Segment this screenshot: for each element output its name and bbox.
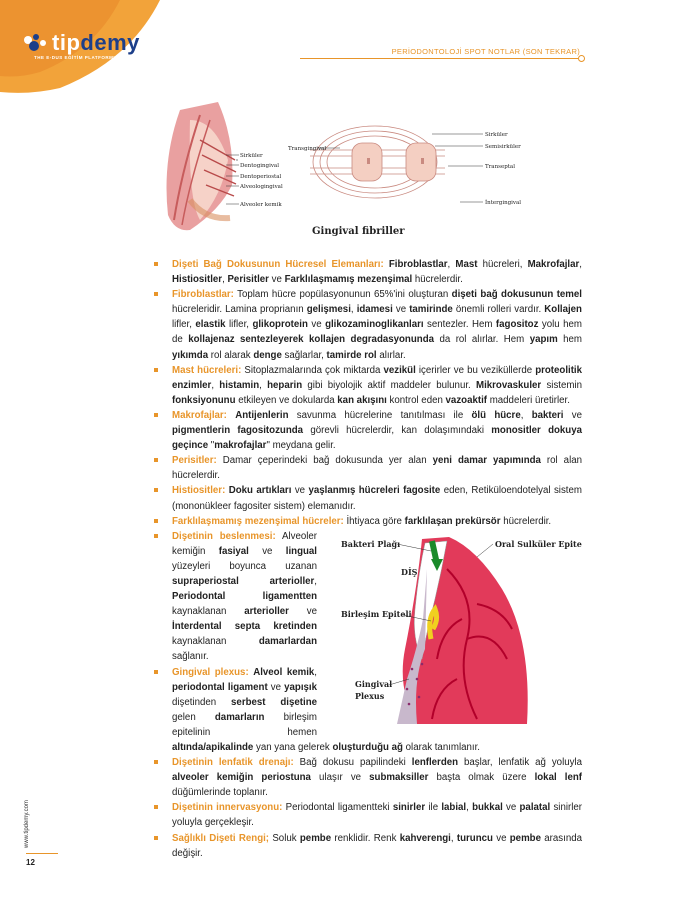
notes-list	[150, 257, 582, 861]
left-label-2: Dentoperiostal	[240, 174, 282, 180]
header-divider	[300, 58, 578, 59]
list-item: Farklılaşmamış mezenşimal hücreler: İhtiyaca göre farklılaşan prekürsör hücrelerdir.	[150, 514, 582, 529]
right-label-3: İntergingival	[485, 200, 522, 206]
logo-text-tip: tip	[52, 30, 81, 55]
brand-logo	[22, 30, 140, 56]
side-label-2: DİŞ	[401, 566, 418, 577]
left-label-4: Alveoler kemik	[240, 202, 282, 208]
side-label-3: Birleşim Epiteli	[341, 608, 412, 619]
logo-dots-icon	[22, 32, 48, 54]
list-item: Sağlıklı Dişeti Rengi; Soluk pembe renklidir. Renk kahverengi, turuncu ve pembe arasında değişir.	[150, 831, 582, 861]
page-number-divider	[26, 853, 58, 854]
list-item: Makrofajlar: Antijenlerin savunma hücrelerine tanıtılması ile ölü hücre, bakteri ve pigmentlerin fagositozunda görevli hücrelerdir, kan dolaşımındaki monositler dokuya geçince "makrofajlar" meydana gelir.	[150, 408, 582, 453]
right-label-0: Sirküler	[485, 132, 508, 138]
left-label-0: Sirküler	[240, 153, 263, 159]
side-label-4: Gingival	[355, 678, 393, 689]
gingival-fibers-figure	[160, 100, 540, 245]
figure-caption: Gingival fibriller	[312, 226, 405, 237]
header-dot-icon	[578, 55, 585, 62]
center-label: Transgingival	[288, 146, 327, 152]
list-item: Dişeti Bağ Dokusunun Hücresel Elemanları: Fibroblastlar, Mast hücreleri, Makrofajlar, Histiositler, Perisitler ve Farklılaşmamış mezenşimal hücrelerdir.	[150, 257, 582, 287]
list-item: Perisitler: Damar çeperindeki bağ dokusunda yer alan yeni damar yapımında rol alan hücrelerdir.	[150, 453, 582, 483]
list-item: Histiositler: Doku artıkları ve yaşlanmış hücreleri fagosite eden, Retiküloendotelyal sistem (mononükleer fagositer sistem) elemanıdır.	[150, 483, 582, 513]
list-item: Dişetinin lenfatik drenajı: Bağ dokusu papilindeki lenflerden başlar, lenfatik ağ yoluyla alveoler kemiğin periostuna ulaşır ve submaksiller başta olmak üzere lokal lenf düğümlerinde toplanır.	[150, 755, 582, 800]
left-label-1: Dentogingival	[240, 163, 279, 169]
side-label-0: Bakteri Plağı	[341, 538, 401, 549]
header-title: PERİODONTOLOJİ SPOT NOTLAR (SON TEKRAR)	[391, 47, 580, 56]
logo-text-demy: demy	[80, 30, 140, 55]
side-label-1: Oral Sulküler Epitel	[495, 538, 582, 549]
list-item: Dişetinin innervasyonu: Periodontal ligamentteki sinirler ile labial, bukkal ve palatal sinirler yoluyla gerçekleşir.	[150, 800, 582, 830]
list-item: Gingival plexus: Alveol kemik, periodontal ligament ve yapışık dişetinden serbest dişetine gelen damarların birleşim epitelinin hemen altında/apikalinde yan yana gelerek oluşturduğu ağ olarak tanımlanır.	[150, 665, 582, 756]
list-item: Mast hücreleri: Sitoplazmalarında çok miktarda vezikül içerirler ve bu veziküllerde proteolitik enzimler, histamin, heparin gibi biyolojik aktif maddeler bulunur. Mikrovaskuler sistemin fonksiyonunu etkileyen ve dokularda kan akışını kontrol eden vazoaktif maddeleri üretirler.	[150, 363, 582, 408]
list-item: Bakteri Plağı Oral Sulküler Epitel DİŞ Birleşim Epiteli Gingival Plexus Dişetinin beslenmesi: Alveoler kemiğin fasiyal ve lingual yüzeyleri boyunca uzanan supraperiostal arterioller, Periodontal ligamentten kaynaklanan arterioller ve İnterdental septa kretinden kaynaklanan damarlardan sağlanır.	[150, 529, 582, 665]
brand-tagline: THE E-DUS EĞİTİM PLATFORMU	[34, 55, 118, 60]
right-label-1: Semisirküler	[485, 144, 521, 150]
page-number: 12	[26, 858, 35, 867]
left-label-3: Alveologingival	[240, 184, 283, 190]
list-item: Fibroblastlar: Toplam hücre popülasyonunun 65%'ini oluşturan dişeti bağ dokusunun temel hücreleridir. Lamina proprianın gelişmesi, idamesi ve tamirinde önemli rolleri vardır. Kollajen lifler, elastik lifler, glikoprotein ve glikozaminoglikanları sentezler. Hem fagositoz yolu hem de kollajenaz sentezleyerek kollajen degradasyonunda da rol alırlar. Hem yapım hem yıkımda rol alarak denge sağlarlar, tamirde rol alırlar.	[150, 287, 582, 362]
right-label-2: Transeptal	[485, 164, 515, 170]
side-label-5: Plexus	[355, 690, 385, 701]
gingiva-section-drawing	[167, 102, 239, 230]
side-url[interactable]: www.tipdemy.com	[24, 800, 30, 848]
